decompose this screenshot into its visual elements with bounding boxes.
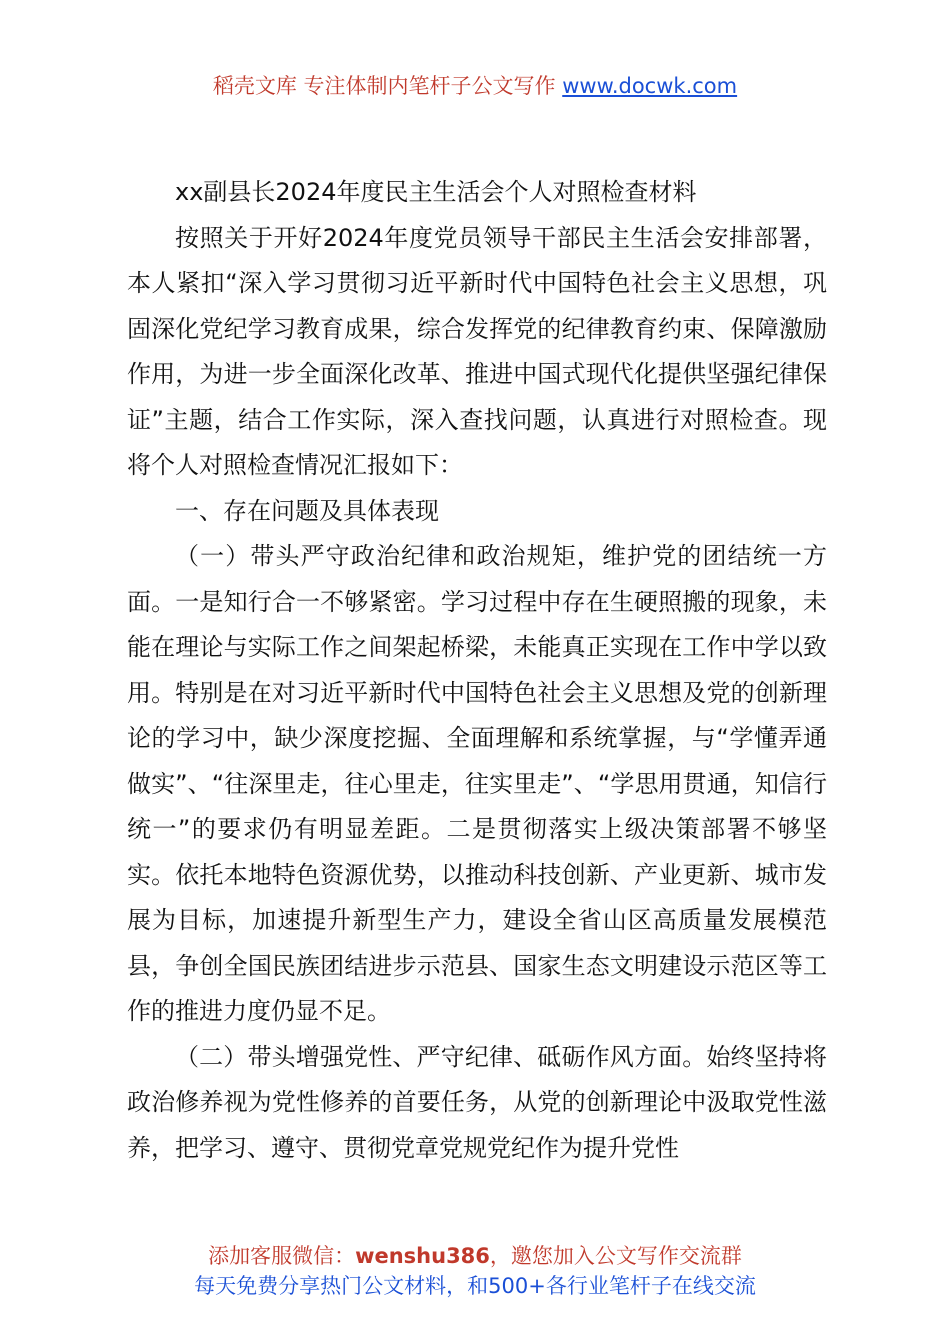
- footer-prefix: 添加客服微信：: [208, 1244, 356, 1268]
- footer-suffix: ，邀您加入公文写作交流群: [489, 1244, 742, 1268]
- paragraph-section-2: （二）带头增强党性、严守纪律、砥砺作风方面。始终坚持将政治修养视为党性修养的首要任务，从党的创新理论中汲取党性滋养，把学习、遵守、贯彻党章党规党纪作为提升党性: [127, 1042, 827, 1162]
- document-body: [127, 170, 827, 1171]
- paragraph-section-1: （一）带头严守政治纪律和政治规矩，维护党的团结统一方面。一是知行合一不够紧密。学习过程中存在生硬照搬的现象，未能在理论与实际工作之间架起桥梁，未能真正实现在工作中学以致用。特别是在对习近平新时代中国特色社会主义思想及党的创新理论的学习中，缺少深度挖掘、全面理解和系统掌握，与“学懂弄通做实”、“往深里走，往心里走，往实里走”、“学思用贯通，知信行统一”的要求仍有明显差距。二是贯彻落实上级决策部署不够坚实。依托本地特色资源优势，以推动科技创新、产业更新、城市发展为目标，加速提升新型生产力，建设全省山区高质量发展模范县，争创全国民族团结进步示范县、国家生态文明建设示范区等工作的推进力度仍显不足。: [127, 542, 827, 1025]
- section-heading: 一、存在问题及具体表现: [175, 496, 439, 525]
- header-url-link[interactable]: www.docwk.com: [562, 74, 738, 98]
- footer-contact-line: [0, 1240, 950, 1270]
- paragraph-intro: 按照关于开好2024年度党员领导干部民主生活会安排部署，本人紧扣“深入学习贯彻习近平新时代中国特色社会主义思想，巩固深化党纪学习教育成果，综合发挥党的纪律教育约束、保障激励作用，为进一步全面深化改革、推进中国式现代化提供坚强纪律保证”主题，结合工作实际，深入查找问题，认真进行对照检查。现将个人对照检查情况汇报如下：: [127, 223, 827, 479]
- header-brand: 稻壳文库 专注体制内笔杆子公文写作: [212, 74, 563, 98]
- footer-wechat-id: wenshu386: [355, 1244, 490, 1268]
- footer-promo-line: 每天免费分享热门公文材料，和500+各行业笔杆子在线交流: [194, 1274, 756, 1298]
- watermark-header: [0, 70, 950, 100]
- document-title: xx副县长2024年度民主生活会个人对照检查材料: [175, 178, 697, 206]
